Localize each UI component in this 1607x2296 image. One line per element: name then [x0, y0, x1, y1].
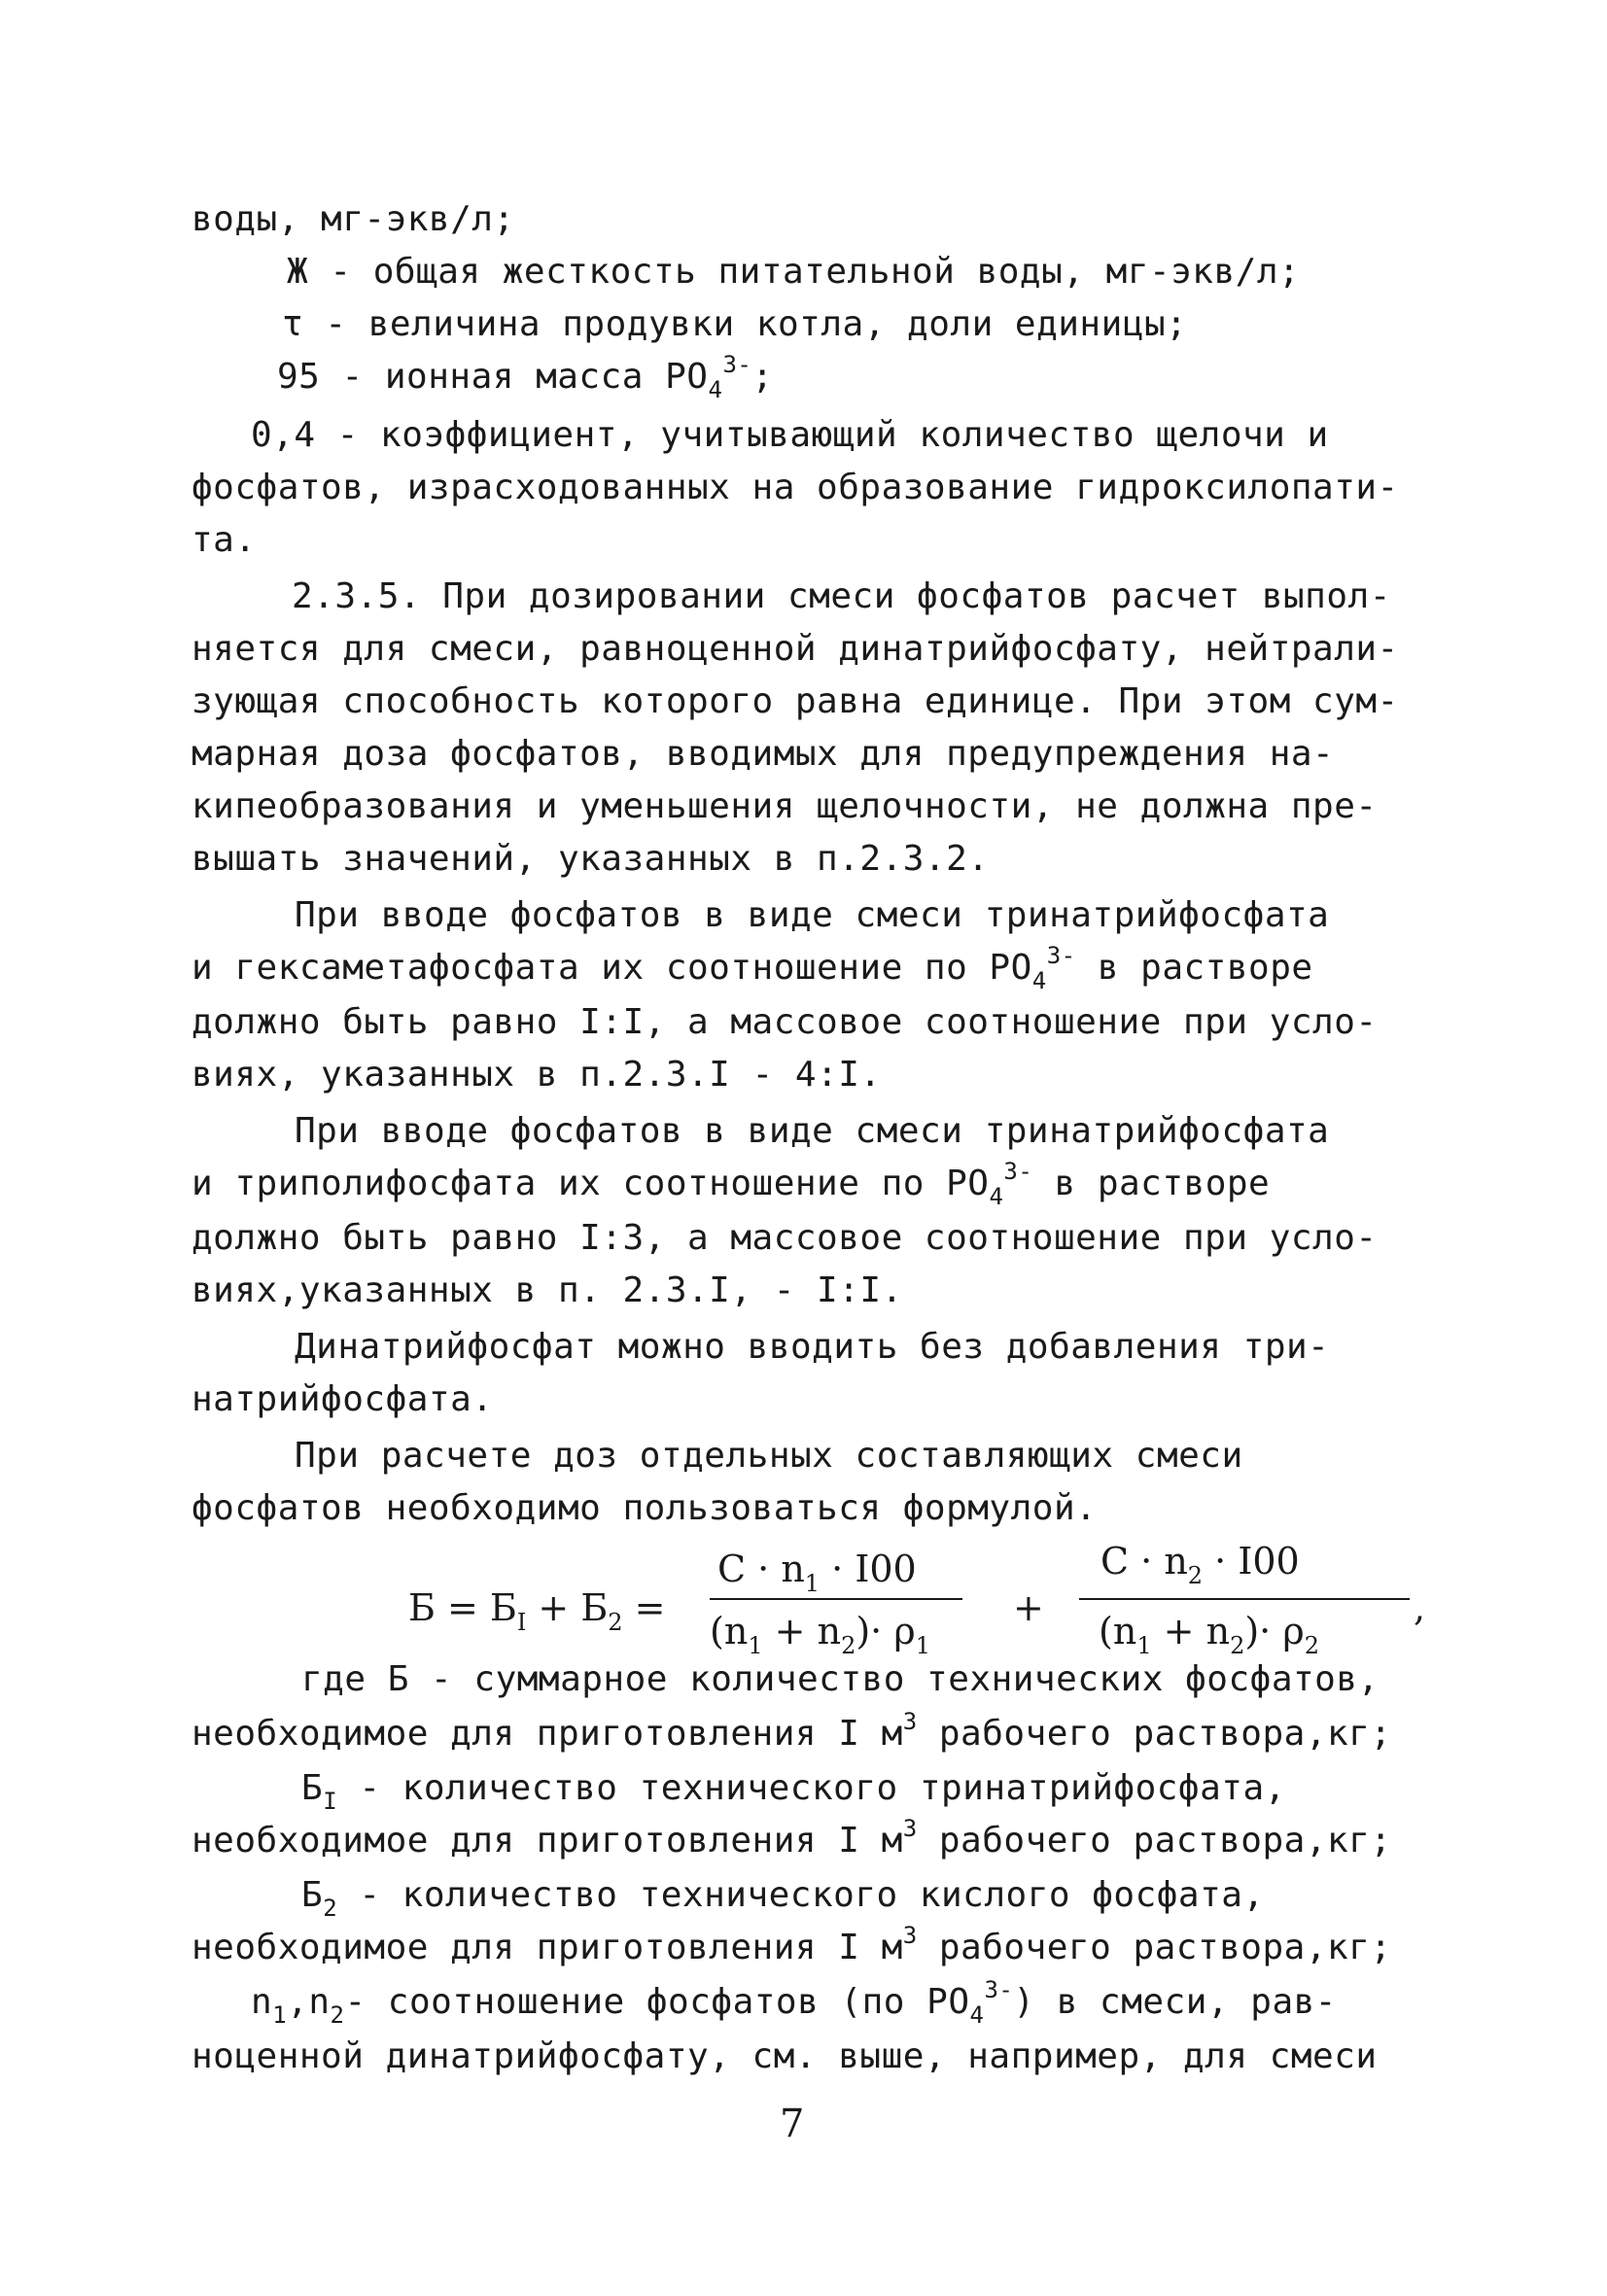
- text-line: Ж - общая жесткость питательной воды, мг-экв/л;: [287, 252, 1301, 292]
- text-span: - количество технического кислого фосфата,: [337, 1875, 1265, 1915]
- superscript: 3: [902, 1815, 918, 1842]
- text-span: n: [251, 1982, 273, 2022]
- text-line: натрийфосфата.: [192, 1379, 494, 1419]
- subscript: 4: [708, 376, 723, 403]
- text-line: [251, 1976, 1337, 2029]
- fraction-1-bar: [710, 1598, 962, 1600]
- text-line: няется для смеси, равноценной динатрийфосфату, нейтрали-: [192, 629, 1399, 669]
- text-line: воды, мг-экв/л;: [192, 199, 515, 239]
- text-line: та.: [192, 520, 257, 560]
- text-span: в растворе: [1075, 948, 1313, 988]
- formula-plus: +: [1013, 1586, 1044, 1629]
- text-line: фосфатов необходимо пользоваться формулой.: [192, 1488, 1098, 1528]
- text-span: необходимое для приготовления I м: [192, 1821, 903, 1861]
- text-line: [301, 1767, 1286, 1813]
- fraction-1-numerator: $C \cdot n_1 \cdot I00$: [717, 1548, 917, 1597]
- text-span: рабочего раствора,кг;: [917, 1928, 1392, 1967]
- text-span: рабочего раствора,кг;: [917, 1714, 1392, 1754]
- text-line: должно быть равно I:3, а массовое соотношение при усло-: [192, 1218, 1378, 1258]
- text-line: [192, 1708, 1392, 1758]
- text-line: вышать значений, указанных в п.2.3.2.: [192, 839, 990, 879]
- text-line: При вводе фосфатов в виде смеси тринатрийфосфата: [295, 895, 1330, 935]
- text-span: в растворе: [1032, 1164, 1271, 1203]
- text-line: При вводе фосфатов в виде смеси тринатрийфосфата: [295, 1111, 1330, 1151]
- text-line: должно быть равно I:I, а массовое соотношение при усло-: [192, 1002, 1378, 1042]
- subscript: 4: [989, 1183, 1004, 1210]
- subscript: 2: [330, 2001, 345, 2029]
- text-span: рабочего раствора,кг;: [917, 1821, 1392, 1861]
- text-line: зующая способность которого равна единице. При этом сум-: [192, 681, 1399, 721]
- text-line: где Б - суммарное количество технических фосфатов,: [301, 1659, 1380, 1699]
- superscript: 3-: [1046, 942, 1076, 969]
- text-line: [192, 1922, 1392, 1972]
- page-number: 7: [780, 2102, 805, 2146]
- fraction-2-numerator: $C \cdot n_2 \cdot I00$: [1100, 1540, 1300, 1589]
- text-line: [277, 351, 774, 403]
- text-line: [192, 942, 1313, 994]
- text-line: виях, указанных в п.2.3.I - 4:I.: [192, 1055, 882, 1095]
- text-span: - количество технического тринатрийфосфата,: [337, 1768, 1286, 1808]
- subscript: 4: [1031, 967, 1047, 994]
- text-span: 95 - ионная масса PO: [277, 357, 709, 397]
- fraction-1-denominator: $(n_1 + n_2)\cdot \rho_1$: [710, 1610, 930, 1659]
- text-span: Б: [301, 1875, 324, 1915]
- text-line: фосфатов, израсходованных на образование гидроксилопати-: [192, 468, 1399, 507]
- text-line: 0,4 - коэффициент, учитывающий количество щелочи и: [251, 415, 1329, 455]
- superscript: 3-: [722, 351, 752, 378]
- text-span: и гексаметафосфата их соотношение по PO: [192, 948, 1032, 988]
- text-line: [301, 1874, 1265, 1920]
- superscript: 3-: [984, 1976, 1014, 2003]
- text-span: ;: [751, 357, 774, 397]
- text-line: ноценной динатрийфосфату, см. выше, например, для смеси: [192, 2036, 1378, 2076]
- text-span: Б: [301, 1768, 324, 1808]
- text-line: При расчете доз отдельных составляющих смеси: [295, 1436, 1243, 1476]
- text-line: [192, 1815, 1392, 1865]
- formula-comma: ,: [1414, 1586, 1426, 1629]
- text-line: τ - величина продувки котла, доли единицы;: [282, 304, 1188, 344]
- text-span: и триполифосфата их соотношение по PO: [192, 1164, 990, 1203]
- formula-lhs: $Б = Б_I + Б_2$ =: [408, 1586, 666, 1636]
- subscript: 2: [323, 1895, 338, 1922]
- text-span: ) в смеси, рав-: [1013, 1982, 1337, 2022]
- text-line: виях,указанных в п. 2.3.I, - I:I.: [192, 1270, 903, 1310]
- fraction-2-bar: [1079, 1598, 1410, 1600]
- text-span: ,n: [287, 1982, 331, 2022]
- superscript: 3: [902, 1708, 918, 1735]
- text-line: Динатрийфосфат можно вводить без добавления три-: [295, 1327, 1330, 1367]
- text-line: [192, 1158, 1271, 1210]
- text-span: необходимое для приготовления I м: [192, 1928, 903, 1967]
- text-line: кипеобразования и уменьшения щелочности, не должна пре-: [192, 786, 1378, 826]
- subscript: 1: [272, 2001, 288, 2029]
- text-span: необходимое для приготовления I м: [192, 1714, 903, 1754]
- subscript: 4: [969, 2001, 985, 2029]
- subscript: I: [323, 1788, 338, 1815]
- text-line: марная доза фосфатов, вводимых для предупреждения на-: [192, 734, 1335, 774]
- superscript: 3: [902, 1922, 918, 1949]
- fraction-2-denominator: $(n_1 + n_2)\cdot \rho_2$: [1099, 1610, 1319, 1659]
- text-span: - соотношение фосфатов (по PO: [344, 1982, 970, 2022]
- superscript: 3-: [1003, 1158, 1033, 1185]
- text-line: 2.3.5. При дозировании смеси фосфатов расчет выпол-: [292, 576, 1391, 616]
